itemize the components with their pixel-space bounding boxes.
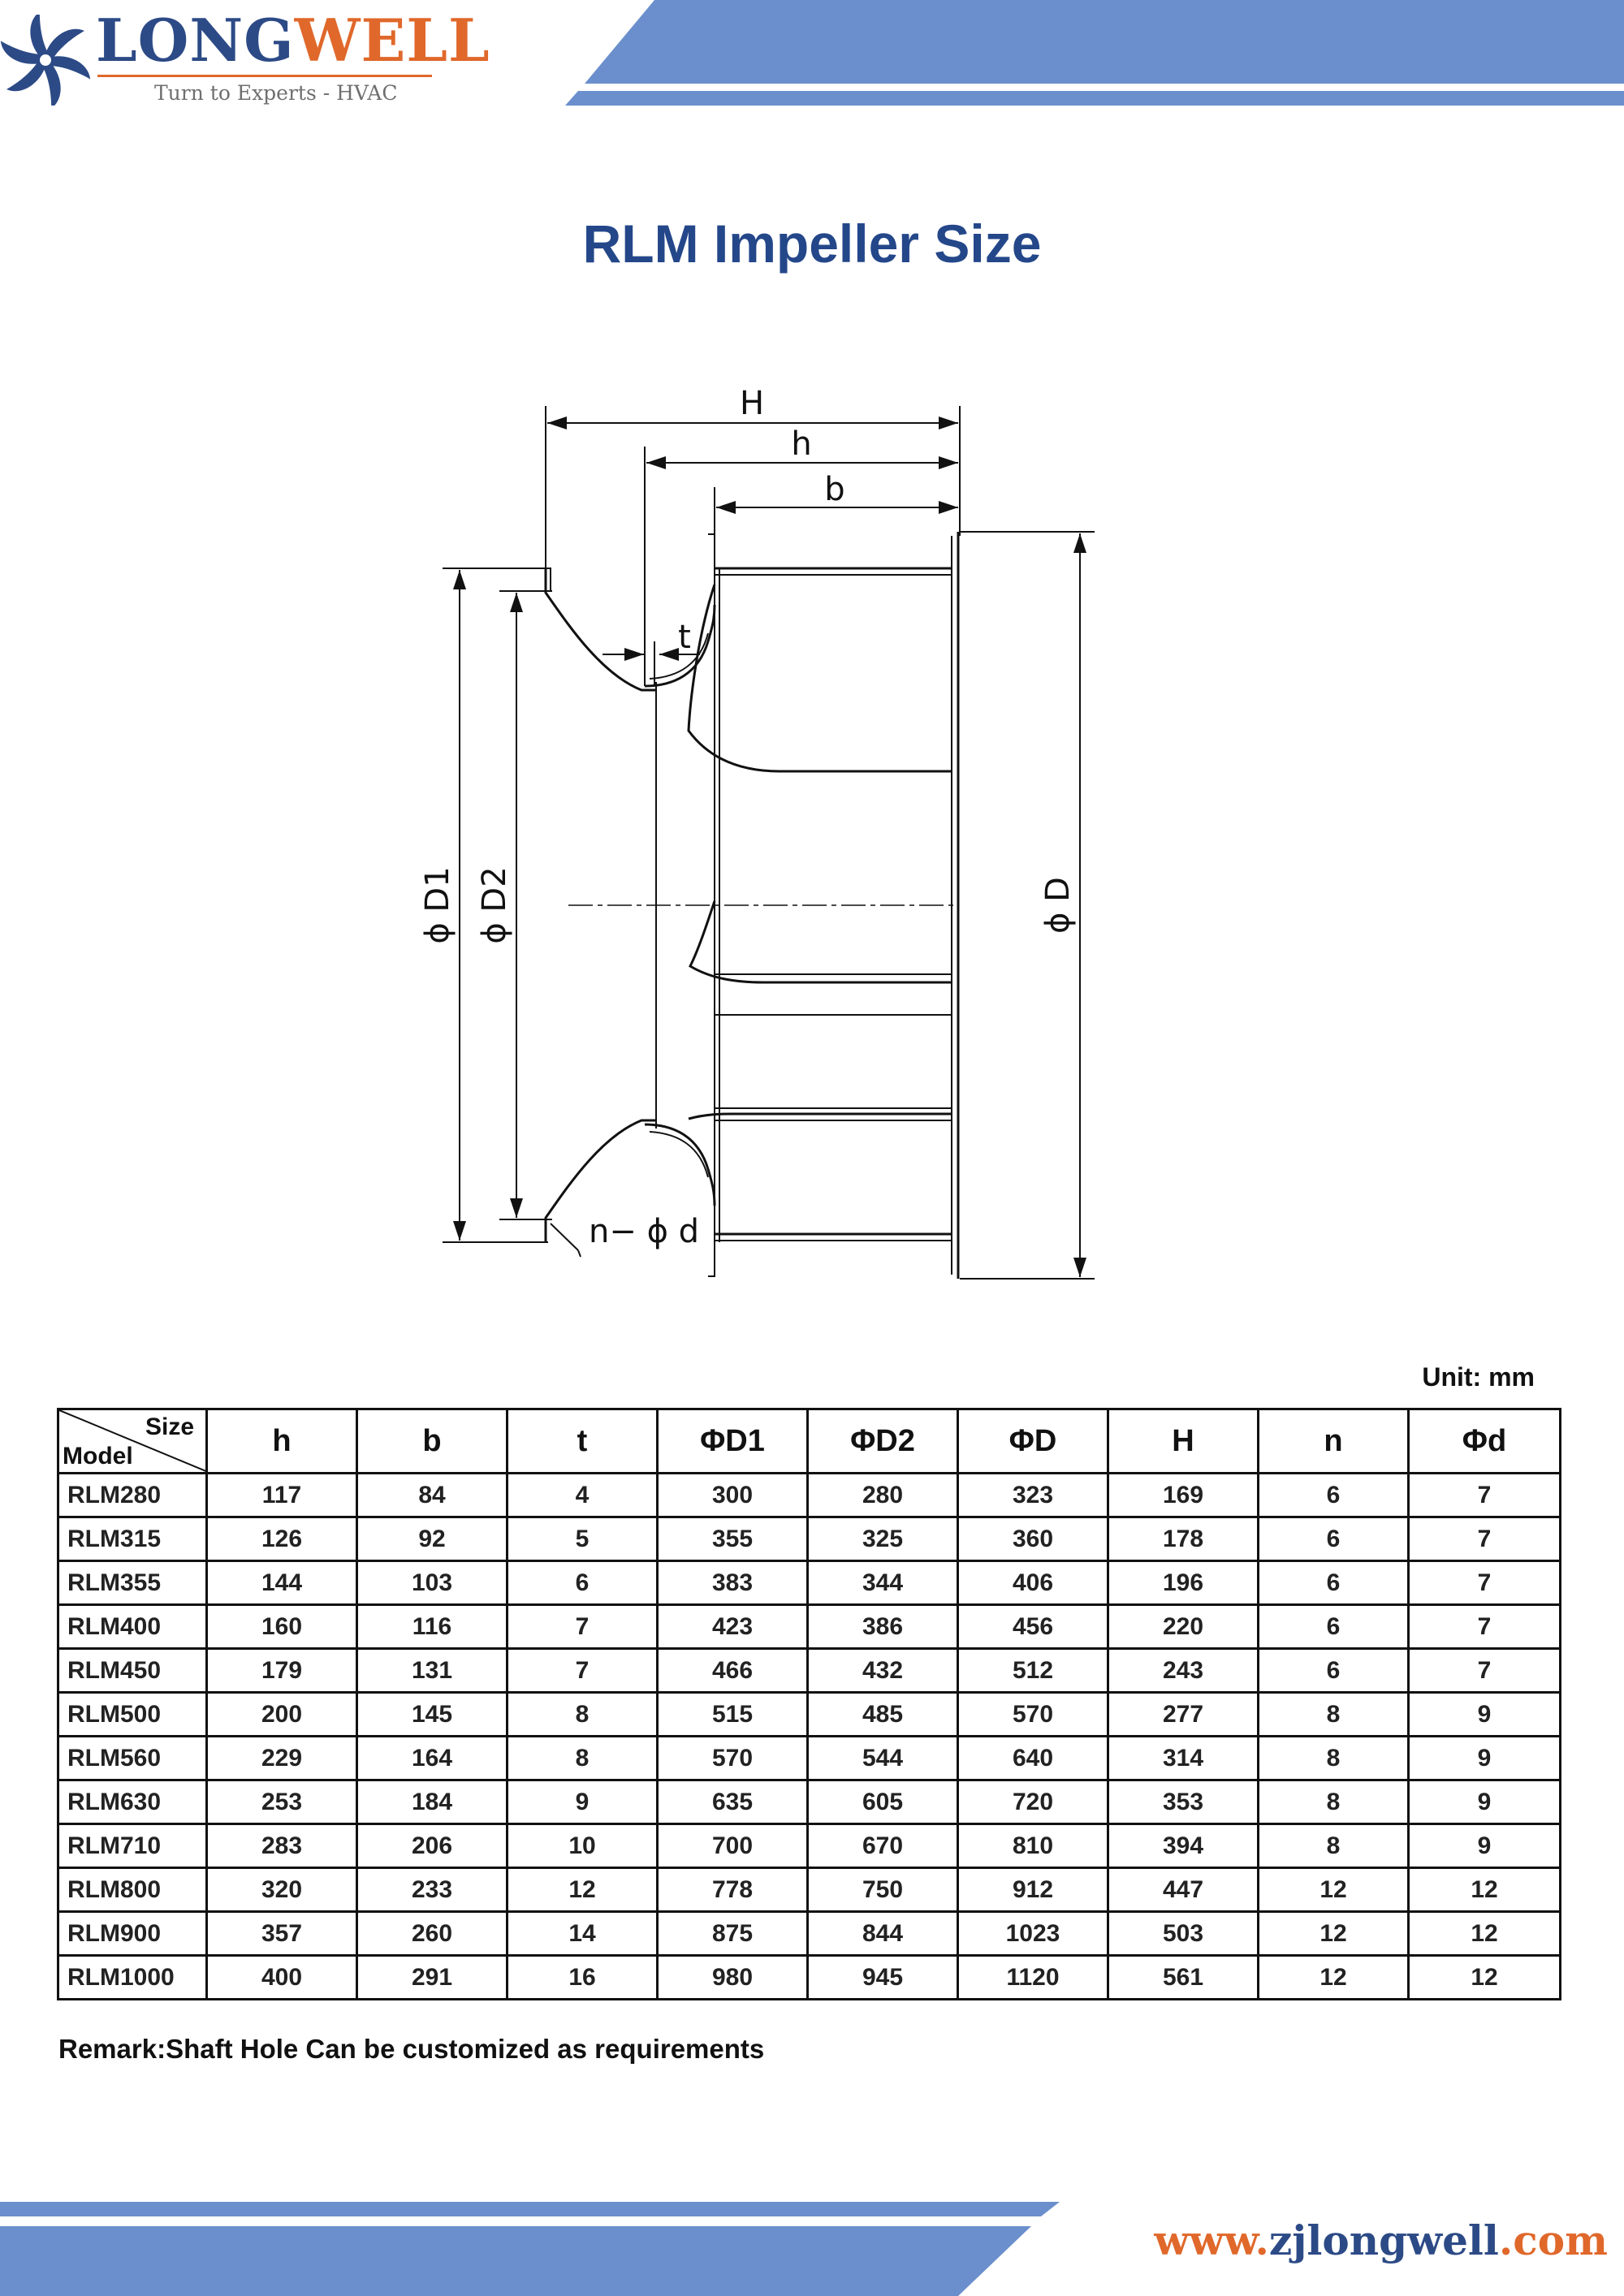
value-cell: 196 [1108,1561,1259,1605]
value-cell: 9 [508,1780,658,1824]
value-cell: 12 [1259,1956,1409,2000]
column-header: ΦD1 [658,1409,808,1474]
value-cell: 7 [1409,1605,1561,1649]
value-cell: 561 [1108,1956,1259,2000]
value-cell: 6 [1259,1517,1409,1561]
corner-label-size: Size [145,1413,194,1440]
value-cell: 206 [357,1824,508,1868]
column-header: t [508,1409,658,1474]
table-row [58,1561,1561,1605]
value-cell: 314 [1108,1737,1259,1780]
value-cell: 16 [508,1956,658,2000]
value-cell: 7 [508,1605,658,1649]
value-cell: 144 [207,1561,357,1605]
model-cell: RLM355 [58,1561,207,1605]
value-cell: 5 [508,1517,658,1561]
brand-name-part1: LONG [96,6,295,75]
value-cell: 12 [1409,1912,1561,1956]
table-row [58,1474,1561,1517]
value-cell: 9 [1409,1780,1561,1824]
value-cell: 164 [357,1737,508,1780]
value-cell: 570 [658,1737,808,1780]
value-cell: 720 [958,1780,1108,1824]
model-cell: RLM315 [58,1517,207,1561]
label-h: h [791,425,812,463]
model-cell: RLM710 [58,1824,207,1868]
value-cell: 353 [1108,1780,1259,1824]
value-cell: 6 [1259,1605,1409,1649]
value-cell: 8 [1259,1824,1409,1868]
value-cell: 8 [508,1693,658,1737]
value-cell: 4 [508,1474,658,1517]
model-cell: RLM1000 [58,1956,207,2000]
value-cell: 9 [1409,1693,1561,1737]
value-cell: 605 [808,1780,958,1824]
label-D1: ϕ D1 [419,866,456,944]
value-cell: 12 [1259,1868,1409,1912]
brand-tagline: Turn to Experts - HVAC [154,81,398,105]
page-title: RLM Impeller Size [582,214,1042,274]
value-cell: 844 [808,1912,958,1956]
value-cell: 8 [1259,1737,1409,1780]
value-cell: 6 [1259,1474,1409,1517]
label-n-d: n− ϕ d [589,1213,700,1250]
table-row [58,1780,1561,1824]
value-cell: 570 [958,1693,1108,1737]
model-cell: RLM400 [58,1605,207,1649]
value-cell: 117 [207,1474,357,1517]
value-cell: 6 [508,1561,658,1605]
table-row [58,1517,1561,1561]
impeller-drawing [390,357,1137,1299]
value-cell: 145 [357,1693,508,1737]
value-cell: 485 [808,1693,958,1737]
value-cell: 386 [808,1605,958,1649]
value-cell: 7 [508,1649,658,1693]
value-cell: 277 [1108,1693,1259,1737]
model-cell: RLM500 [58,1693,207,1737]
table-header-row [58,1409,1561,1474]
value-cell: 447 [1108,1868,1259,1912]
value-cell: 169 [1108,1474,1259,1517]
value-cell: 423 [658,1605,808,1649]
fan-blades-icon [0,15,91,106]
value-cell: 670 [808,1824,958,1868]
value-cell: 243 [1108,1649,1259,1693]
value-cell: 12 [1409,1956,1561,2000]
value-cell: 357 [207,1912,357,1956]
value-cell: 515 [658,1693,808,1737]
brand-underline [97,75,432,77]
value-cell: 7 [1409,1561,1561,1605]
value-cell: 778 [658,1868,808,1912]
value-cell: 503 [1108,1912,1259,1956]
value-cell: 291 [357,1956,508,2000]
label-b: b [824,471,845,508]
table-row [58,1693,1561,1737]
value-cell: 103 [357,1561,508,1605]
table-body [58,1474,1561,2000]
value-cell: 160 [207,1605,357,1649]
label-t: t [678,619,691,656]
value-cell: 260 [357,1912,508,1956]
value-cell: 12 [1409,1868,1561,1912]
value-cell: 1120 [958,1956,1108,2000]
impeller-size-table [57,1408,1561,2000]
model-cell: RLM450 [58,1649,207,1693]
value-cell: 512 [958,1649,1108,1693]
value-cell: 6 [1259,1649,1409,1693]
value-cell: 229 [207,1737,357,1780]
value-cell: 8 [508,1737,658,1780]
model-cell: RLM800 [58,1868,207,1912]
value-cell: 7 [1409,1649,1561,1693]
brand-name-part2: WELL [294,6,490,75]
value-cell: 12 [508,1868,658,1912]
column-header: n [1259,1409,1409,1474]
value-cell: 9 [1409,1824,1561,1868]
value-cell: 92 [357,1517,508,1561]
model-cell: RLM280 [58,1474,207,1517]
value-cell: 300 [658,1474,808,1517]
column-header: h [207,1409,357,1474]
table-row [58,1912,1561,1956]
value-cell: 945 [808,1956,958,2000]
value-cell: 355 [658,1517,808,1561]
value-cell: 8 [1259,1693,1409,1737]
value-cell: 14 [508,1912,658,1956]
website-part3: .com [1498,2216,1608,2264]
value-cell: 253 [207,1780,357,1824]
column-header: ΦD [958,1409,1108,1474]
value-cell: 184 [357,1780,508,1824]
corner-cell [58,1409,207,1474]
value-cell: 344 [808,1561,958,1605]
value-cell: 325 [808,1517,958,1561]
table-row [58,1824,1561,1868]
value-cell: 635 [658,1780,808,1824]
value-cell: 116 [357,1605,508,1649]
value-cell: 6 [1259,1561,1409,1605]
value-cell: 810 [958,1824,1108,1868]
value-cell: 700 [658,1824,808,1868]
column-header: ΦD2 [808,1409,958,1474]
value-cell: 200 [207,1693,357,1737]
value-cell: 640 [958,1737,1108,1780]
value-cell: 220 [1108,1605,1259,1649]
value-cell: 432 [808,1649,958,1693]
value-cell: 383 [658,1561,808,1605]
table-row [58,1737,1561,1780]
value-cell: 7 [1409,1517,1561,1561]
value-cell: 323 [958,1474,1108,1517]
value-cell: 10 [508,1824,658,1868]
value-cell: 400 [207,1956,357,2000]
website-part2: zjlongwell [1268,2216,1499,2264]
label-D2: ϕ D2 [476,866,513,944]
value-cell: 456 [958,1605,1108,1649]
value-cell: 750 [808,1868,958,1912]
value-cell: 12 [1259,1912,1409,1956]
table-row [58,1649,1561,1693]
table-row [58,1956,1561,2000]
brand-name [96,6,490,75]
value-cell: 1023 [958,1912,1108,1956]
value-cell: 179 [207,1649,357,1693]
value-cell: 84 [357,1474,508,1517]
value-cell: 7 [1409,1474,1561,1517]
value-cell: 8 [1259,1780,1409,1824]
model-cell: RLM560 [58,1737,207,1780]
label-H: H [739,385,765,422]
website-part1: www. [1154,2216,1269,2264]
value-cell: 320 [207,1868,357,1912]
table-row [58,1868,1561,1912]
value-cell: 360 [958,1517,1108,1561]
value-cell: 131 [357,1649,508,1693]
remark-text: Remark:Shaft Hole Can be customized as requirements [58,2034,765,2064]
value-cell: 394 [1108,1824,1259,1868]
unit-label: Unit: mm [1422,1362,1535,1392]
column-header: H [1108,1409,1259,1474]
column-header: b [357,1409,508,1474]
website-link[interactable] [1154,2216,1608,2264]
value-cell: 283 [207,1824,357,1868]
value-cell: 875 [658,1912,808,1956]
corner-label-model: Model [63,1443,133,1470]
model-cell: RLM900 [58,1912,207,1956]
value-cell: 466 [658,1649,808,1693]
table-row [58,1605,1561,1649]
value-cell: 544 [808,1737,958,1780]
model-cell: RLM630 [58,1780,207,1824]
value-cell: 126 [207,1517,357,1561]
value-cell: 980 [658,1956,808,2000]
label-D: ϕ D [1039,877,1077,934]
value-cell: 406 [958,1561,1108,1605]
value-cell: 233 [357,1868,508,1912]
value-cell: 9 [1409,1737,1561,1780]
value-cell: 178 [1108,1517,1259,1561]
column-header: Φd [1409,1409,1561,1474]
value-cell: 280 [808,1474,958,1517]
value-cell: 912 [958,1868,1108,1912]
